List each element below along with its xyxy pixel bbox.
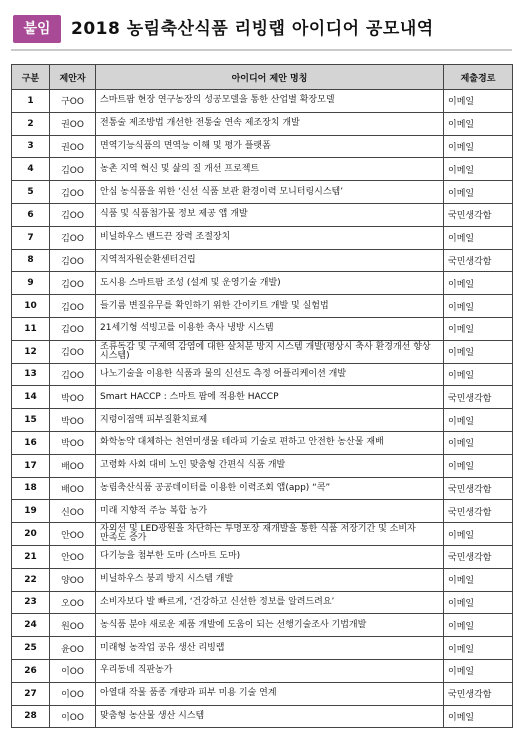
row-number: 2 [12,112,50,135]
idea-title: 소비자보다 발 빠르게, ‘건강하고 신선한 정보를 알려드려요’ [96,591,444,614]
table-row [12,545,513,568]
table-row [12,340,513,363]
submission-route: 이메일 [444,614,513,637]
row-number: 15 [12,409,50,432]
row-number: 19 [12,500,50,523]
table-row [12,591,513,614]
submission-route: 국민생각함 [444,545,513,568]
row-number: 8 [12,249,50,272]
proposer-name: 김OO [50,340,96,363]
proposer-name: 안OO [50,545,96,568]
proposer-name: 김OO [50,272,96,295]
submission-route: 국민생각함 [444,386,513,409]
table-row [12,431,513,454]
proposer-name: 오OO [50,591,96,614]
table-row [12,523,513,546]
submission-route: 이메일 [444,181,513,204]
proposer-name: 김OO [50,295,96,318]
idea-title: 21세기형 석빙고를 이용한 축사 냉방 시스템 [96,317,444,340]
idea-title: 식품 및 식품첨가물 정보 제공 앱 개발 [96,203,444,226]
submission-route: 이메일 [444,523,513,546]
table-row [12,226,513,249]
row-number: 11 [12,317,50,340]
row-number: 23 [12,591,50,614]
idea-title: 농촌 지역 혁신 및 삶의 질 개선 프로젝트 [96,158,444,181]
idea-title: 지렁이점액 피부질환치료제 [96,409,444,432]
proposer-name: 구OO [50,90,96,113]
idea-title: 나노기술을 이용한 식품과 물의 신선도 측정 어플리케이션 개발 [96,363,444,386]
proposer-name: 김OO [50,158,96,181]
proposer-name: 원OO [50,614,96,637]
row-number: 1 [12,90,50,113]
idea-title: 스마트팜 현장 연구농장의 성공모델을 통한 산업별 확장모델 [96,90,444,113]
proposer-name: 김OO [50,181,96,204]
submission-route: 이메일 [444,317,513,340]
submission-route: 이메일 [444,340,513,363]
table-row [12,181,513,204]
idea-title: 조류독감 및 구제역 감염에 대한 살처분 방지 시스템 개발(평상시 축사 환경개선 향상 시스템) [96,340,444,363]
table-row [12,317,513,340]
idea-title: 고령화 사회 대비 노인 맞춤형 간편식 식품 개발 [96,454,444,477]
table-row [12,203,513,226]
table-row [12,363,513,386]
row-number: 17 [12,454,50,477]
idea-title: 안심 농식품을 위한 ‘신선 식품 보관 환경이력 모니터링시스템’ [96,181,444,204]
row-number: 18 [12,477,50,500]
table-row [12,500,513,523]
proposer-name: 신OO [50,500,96,523]
submission-route: 국민생각함 [444,682,513,705]
submission-route: 이메일 [444,568,513,591]
table-row [12,295,513,318]
column-header-route: 제출경로 [444,65,513,90]
proposer-name: 권OO [50,112,96,135]
proposer-name: 김OO [50,203,96,226]
proposer-name: 양OO [50,568,96,591]
proposer-name: 배OO [50,454,96,477]
table-row [12,454,513,477]
column-header-proposer: 제안자 [50,65,96,90]
submission-route: 이메일 [444,659,513,682]
row-number: 22 [12,568,50,591]
idea-title: 전통술 제조방법 개선한 전통술 연속 제조장치 개발 [96,112,444,135]
idea-title: 다기능을 첨부한 도마 (스마트 도마) [96,545,444,568]
idea-title: 자외선 및 LED광원을 차단하는 투명포장 재개발을 통한 식품 저장기간 및 소비자 만족도 증가 [96,523,444,546]
submission-route: 이메일 [444,295,513,318]
idea-title: 아열대 작물 품종 개량과 피부 미용 기술 연계 [96,682,444,705]
table-row [12,477,513,500]
submission-route: 이메일 [444,158,513,181]
submission-route: 이메일 [444,431,513,454]
row-number: 25 [12,637,50,660]
table-row [12,158,513,181]
idea-title: 화학농약 대체하는 천연미생물 테라피 기술로 편하고 안전한 농산물 재배 [96,431,444,454]
row-number: 6 [12,203,50,226]
row-number: 5 [12,181,50,204]
row-number: 24 [12,614,50,637]
table-row [12,386,513,409]
document-title: 2018 농림축산식품 리빙랩 아이디어 공모내역 [71,19,434,39]
proposer-name: 김OO [50,249,96,272]
idea-title: 맞춤형 농산물 생산 시스템 [96,705,444,728]
idea-title: 농림축산식품 공공데이터를 이용한 이력조회 앱(app) “콕” [96,477,444,500]
submission-route: 국민생각함 [444,477,513,500]
submission-route: 이메일 [444,591,513,614]
row-number: 9 [12,272,50,295]
row-number: 28 [12,705,50,728]
submission-route: 이메일 [444,135,513,158]
table-row [12,409,513,432]
idea-title: 비닐하우스 붕괴 방지 시스템 개발 [96,568,444,591]
submission-route: 이메일 [444,363,513,386]
row-number: 10 [12,295,50,318]
row-number: 14 [12,386,50,409]
row-number: 3 [12,135,50,158]
submission-route: 이메일 [444,454,513,477]
idea-title: 면역기능식품의 면역능 이해 및 평가 플랫폼 [96,135,444,158]
row-number: 13 [12,363,50,386]
table-row [12,249,513,272]
proposer-name: 이OO [50,705,96,728]
table-row [12,272,513,295]
row-number: 20 [12,523,50,546]
idea-title: Smart HACCP : 스마트 팜에 적용한 HACCP [96,386,444,409]
table-row [12,90,513,113]
proposer-name: 김OO [50,226,96,249]
table-row [12,682,513,705]
proposer-name: 이OO [50,682,96,705]
table-row [12,112,513,135]
row-number: 12 [12,340,50,363]
column-header-idea-title: 아이디어 제안 명칭 [96,65,444,90]
submission-route: 이메일 [444,112,513,135]
proposer-name: 박OO [50,431,96,454]
proposer-name: 김OO [50,363,96,386]
row-number: 4 [12,158,50,181]
submission-route: 이메일 [444,90,513,113]
table-header-row [12,65,513,90]
idea-title: 미래 지향적 주능 복합 농가 [96,500,444,523]
table-row [12,637,513,660]
row-number: 27 [12,682,50,705]
idea-title: 들기름 변질유무를 확인하기 위한 간이키트 개발 및 실험법 [96,295,444,318]
submission-route: 국민생각함 [444,203,513,226]
idea-title: 지역적자원순환센터건립 [96,249,444,272]
row-number: 16 [12,431,50,454]
document-header [11,9,512,51]
proposer-name: 박OO [50,409,96,432]
column-header-no: 구분 [12,65,50,90]
proposer-name: 배OO [50,477,96,500]
submission-route: 이메일 [444,409,513,432]
idea-table [11,64,513,728]
idea-title: 농식품 분야 새로운 제품 개발에 도움이 되는 선행기술조사 기법개발 [96,614,444,637]
table-row [12,568,513,591]
idea-title: 도시용 스마트팜 조성 (설계 및 운영기술 개발) [96,272,444,295]
submission-route: 국민생각함 [444,500,513,523]
proposer-name: 김OO [50,317,96,340]
proposer-name: 박OO [50,386,96,409]
table-row [12,705,513,728]
attachment-badge: 붙임 [13,15,61,43]
idea-title: 미래형 농작업 공유 생산 리빙랩 [96,637,444,660]
submission-route: 이메일 [444,226,513,249]
idea-title: 우리동네 직판농가 [96,659,444,682]
proposer-name: 윤OO [50,637,96,660]
submission-route: 이메일 [444,272,513,295]
table-row [12,614,513,637]
row-number: 21 [12,545,50,568]
submission-route: 국민생각함 [444,249,513,272]
submission-route: 이메일 [444,637,513,660]
submission-route: 이메일 [444,705,513,728]
table-row [12,659,513,682]
row-number: 26 [12,659,50,682]
idea-title: 비닐하우스 밴드끈 장력 조절장치 [96,226,444,249]
proposer-name: 이OO [50,659,96,682]
row-number: 7 [12,226,50,249]
table-row [12,135,513,158]
proposer-name: 권OO [50,135,96,158]
proposer-name: 안OO [50,523,96,546]
